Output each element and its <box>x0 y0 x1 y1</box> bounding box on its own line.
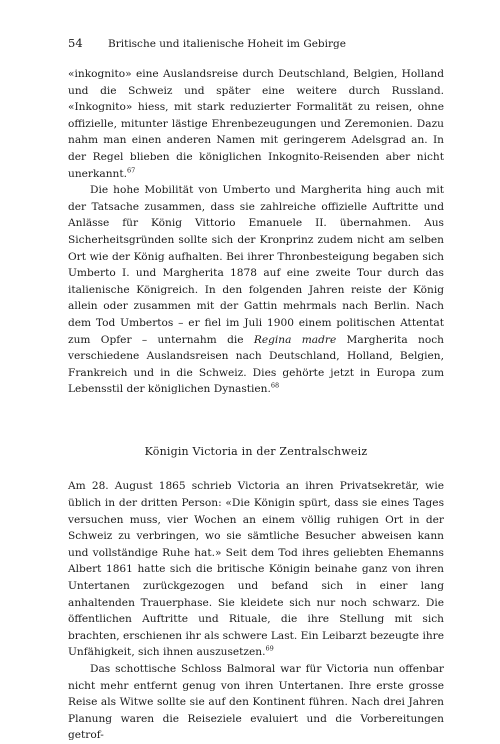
paragraph <box>68 661 444 744</box>
italic-text: Regina madre <box>253 333 337 346</box>
footnote-marker: 68 <box>270 381 280 390</box>
paragraph <box>68 66 444 182</box>
running-head: Britische und italienische Hoheit im Gebirge <box>108 38 346 50</box>
page-number: 54 <box>68 36 83 50</box>
paragraph <box>68 182 444 398</box>
paragraph-text: Margherita noch verschiedene Auslandsreisen nach Deutschland, Holland, Belgien, Frankreich und in die Schweiz. Dies gehörte jetzt in Europa zum Lebensstil der königlichen Dynastien. <box>68 333 444 396</box>
page-header <box>68 36 444 50</box>
footnote-marker: 69 <box>265 644 274 653</box>
section-heading: Königin Victoria in der Zentralschweiz <box>144 444 368 458</box>
paragraph-text: «inkognito» eine Auslandsreise durch Deutschland, Belgien, Holland und die Schweiz und später eine weitere durch Russland. «Inkognito» hiess, mit stark reduzierter Formalität zu reisen, ohne offizielle, mitunter lästige Ehrenbezeugungen und Zeremonien. Dazu nahm man einen anderen Namen mit geringerem Adelsgrad an. In der Regel blieben die königlichen Inkognito-Reisenden aber nicht unerkannt. <box>68 68 444 180</box>
paragraph <box>68 478 444 661</box>
paragraph-text: Das schottische Schloss Balmoral war für Victoria nun offenbar nicht mehr entfernt genug von ihren Untertanen. Ihre erste grosse Reise als Witwe sollte sie auf den Kontinent führen. Nach drei Jahren Planung waren die Reiseziele evaluiert und die Vorbereitungen getrof- <box>68 663 444 742</box>
page-body <box>68 66 444 744</box>
paragraph-text: Am 28. August 1865 schrieb Victoria an ihren Privatsekretär, wie üblich in der dritten Person: «Die Königin spürt, dass sie eines Tages versuchen muss, vier Wochen an einem völlig ruhigen Ort in der Schweiz zu verbringen, wo sie sämtliche Besucher abweisen kann und vollständige Ruhe hat.» Seit dem Tod ihres geliebten Ehemanns Albert 1861 hatte sich die britische Königin beinahe ganz von ihren Untertanen zurückgezogen und befand sich in einer lang anhaltenden Trauerphase. Sie kleidete sich nur noch schwarz. Die öffentlichen Auftritte und Rituale, die ihre Stellung mit sich brachten, erschienen ihr als schwere Last. Ein Leibarzt bezeugte ihre Unfähigkeit, sich ihnen auszusetzen. <box>68 480 444 659</box>
footnote-marker: 67 <box>127 166 136 175</box>
paragraph-text: Die hohe Mobilität von Umberto und Margherita hing auch mit der Tatsache zusammen, dass sie zahlreiche offizielle Auftritte und Anlässe für König Vittorio Emanuele II. übernahmen. Aus Sicherheitsgründen sollte sich der Kronprinz zudem nicht am selben Ort wie der König aufhalten. Bei ihrer Thronbesteigung begaben sich Umberto I. und Margherita 1878 auf eine zweite Tour durch das italienische Königreich. In den folgenden Jahren reiste der König allein oder zusammen mit der Gattin mehrmals nach Berlin. Nach dem Tod Umbertos – er fiel im Juli 1900 einem politischen Attentat zum Opfer – unternahm die <box>68 184 444 346</box>
